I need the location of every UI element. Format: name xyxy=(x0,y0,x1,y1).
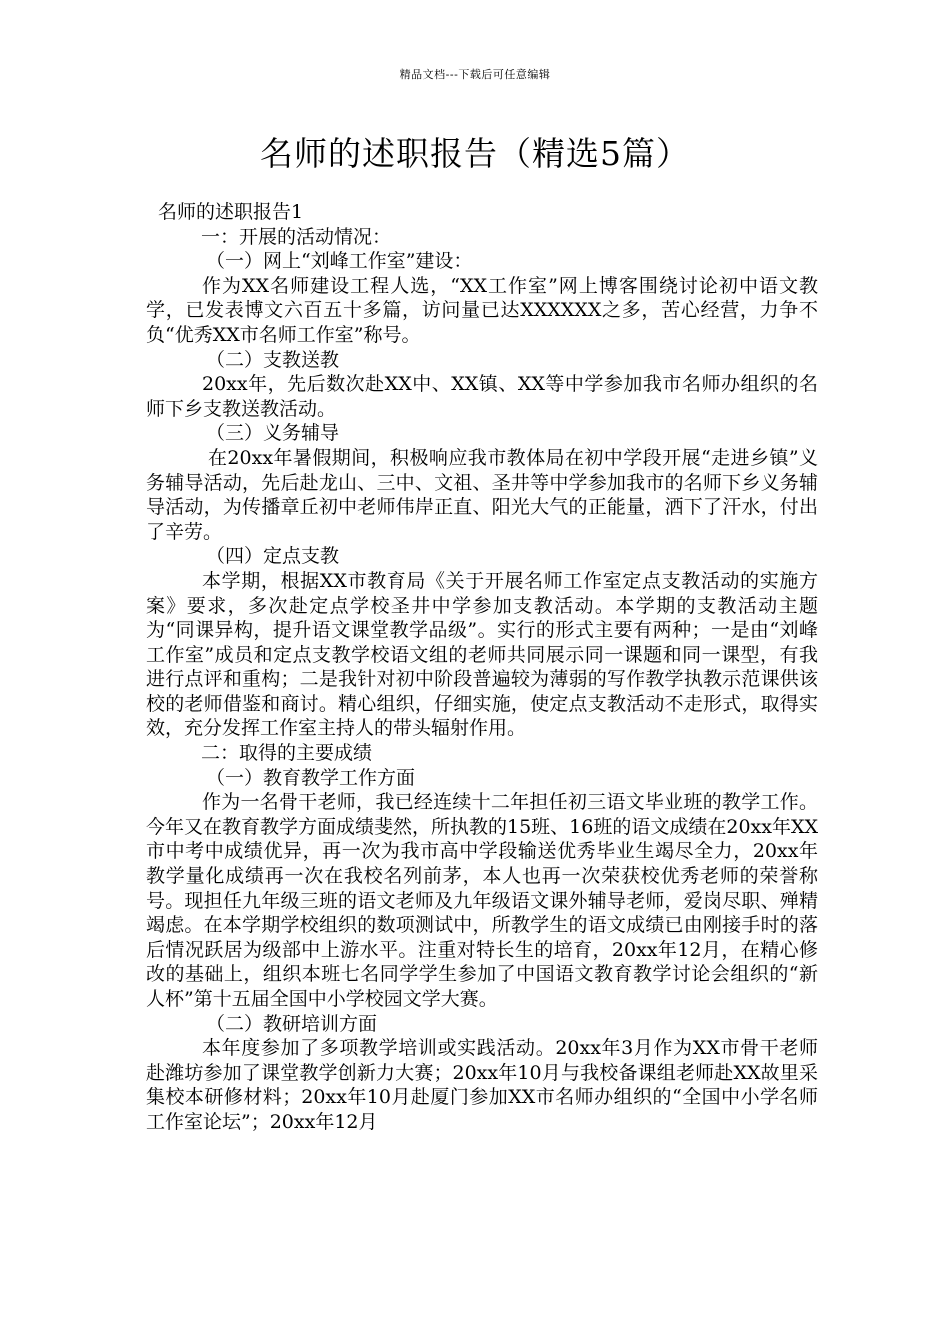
document-body xyxy=(146,200,818,1135)
report-subtitle: 名师的述职报告1 xyxy=(158,201,304,223)
subsection-heading: （一）教育教学工作方面 xyxy=(206,766,416,789)
subsection-heading: （一）网上“刘峰工作室”建设： xyxy=(206,250,473,273)
paragraph: 本学期，根据XX市教育局《关于开展名师工作室定点支教活动的实施方案》要求，多次赴定点学校圣井中学参加支教活动。本学期的支教活动主题为“同课异构，提升语文课堂教学品级”。实行的形式主要有两种；一是由“刘峰工作室”成员和定点支教学校语文组的老师共同展示同一课题和同一课型，有我进行点评和重构；二是我针对初中阶段普遍较为薄弱的写作教学执教示范课供该校的老师借鉴和商讨。精心组织，仔细实施，使定点支教活动不走形式，取得实效，充分发挥工作室主持人的带头辐射作用。 xyxy=(146,569,818,740)
subsection-heading: （四）定点支教 xyxy=(206,545,340,568)
subsection-heading: （二）教研培训方面 xyxy=(206,1012,378,1035)
subsection-heading: （三）义务辅导 xyxy=(206,422,340,445)
paragraph: 在20xx年暑假期间，积极响应我市教体局在初中学段开展“走进乡镇”义务辅导活动，先后赴龙山、三中、文祖、圣井等中学参加我市的名师下乡义务辅导活动，为传播章丘初中老师伟岸正直、阳光大气的正能量，洒下了汗水，付出了辛劳。 xyxy=(146,446,818,543)
section-heading: 二：取得的主要成绩 xyxy=(201,742,373,765)
subsection-heading: （二）支教送教 xyxy=(206,348,340,371)
paragraph: 本年度参加了多项教学培训或实践活动。20xx年3月作为XX市骨干老师赴潍坊参加了课堂教学创新力大赛；20xx年10月与我校备课组老师赴XX故里采集校本研修材料；20xx年10月赴厦门参加XX市名师办组织的“全国中小学名师工作室论坛”；20xx年12月 xyxy=(146,1037,818,1133)
section-heading: 一：开展的活动情况： xyxy=(201,225,392,248)
paragraph: 作为一名骨干老师，我已经连续十二年担任初三语文毕业班的教学工作。今年又在教育教学方面成绩斐然，所执教的15班、16班的语文成绩在20xx年XX市中考中成绩优异，再一次为我市高中学段输送优秀毕业生竭尽全力，20xx年教学量化成绩再一次在我校名列前茅，本人也再一次荣获校优秀老师的荣誉称号。现担任九年级三班的语文老师及九年级语文课外辅导老师，爱岗尽职、殚精竭虑。在本学期学校组织的数项测试中，所教学生的语文成绩已由刚接手时的落后情况跃居为级部中上游水平。注重对特长生的培育，20xx年12月，在精心修改的基础上，组织本班七名同学学生参加了中国语文教育教学讨论会组织的“新人杯”第十五届全国中小学校园文学大赛。 xyxy=(146,791,819,1010)
document-title: 名师的述职报告（精选5篇） xyxy=(260,134,690,173)
paragraph: 20xx年，先后数次赴XX中、XX镇、XX等中学参加我市名师办组织的名师下乡支教送教活动。 xyxy=(146,373,818,420)
header-note: 精品文档---下载后可任意编辑 xyxy=(399,68,551,81)
paragraph: 作为XX名师建设工程人选，“XX工作室”网上博客围绕讨论初中语文教学，已发表博文六百五十多篇，访问量已达XXXXXX之多，苦心经营，力争不负“优秀XX市名师工作室”称号。 xyxy=(146,274,818,346)
